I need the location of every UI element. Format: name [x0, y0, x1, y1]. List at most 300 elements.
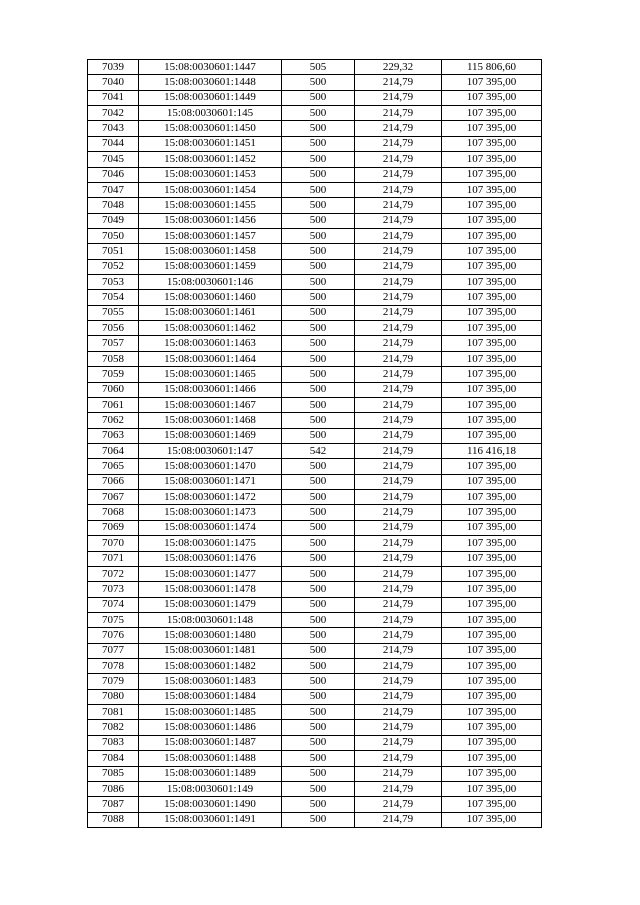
row-number-cell: 7050: [88, 228, 139, 243]
row-number-cell: 7086: [88, 781, 139, 796]
row-number-cell: 7074: [88, 597, 139, 612]
table-row: [88, 689, 542, 704]
cadastral-number-cell: 15:08:0030601:1479: [139, 597, 282, 612]
table-row: [88, 397, 542, 412]
rate-cell: 214,79: [355, 321, 442, 336]
row-number-cell: 7040: [88, 75, 139, 90]
area-cell: 500: [282, 643, 355, 658]
row-number-cell: 7049: [88, 213, 139, 228]
rate-cell: 214,79: [355, 198, 442, 213]
rate-cell: 214,79: [355, 735, 442, 750]
rate-cell: 214,79: [355, 659, 442, 674]
table-row: [88, 182, 542, 197]
cadastral-number-cell: 15:08:0030601:1452: [139, 152, 282, 167]
cadastral-number-cell: 15:08:0030601:1451: [139, 136, 282, 151]
row-number-cell: 7070: [88, 536, 139, 551]
table-row: [88, 797, 542, 812]
table-row: [88, 60, 542, 75]
rate-cell: 214,79: [355, 520, 442, 535]
rate-cell: 214,79: [355, 643, 442, 658]
cadastral-number-cell: 15:08:0030601:1454: [139, 182, 282, 197]
cadastral-number-cell: 15:08:0030601:1490: [139, 797, 282, 812]
table-row: [88, 336, 542, 351]
table-row: [88, 812, 542, 827]
area-cell: 500: [282, 612, 355, 627]
value-cell: 107 395,00: [442, 628, 542, 643]
table-row: [88, 705, 542, 720]
area-cell: 500: [282, 413, 355, 428]
table-row: [88, 536, 542, 551]
area-cell: 500: [282, 213, 355, 228]
value-cell: 107 395,00: [442, 198, 542, 213]
cadastral-number-cell: 15:08:0030601:1482: [139, 659, 282, 674]
cadastral-number-cell: 15:08:0030601:1458: [139, 244, 282, 259]
value-cell: 107 395,00: [442, 259, 542, 274]
area-cell: 500: [282, 551, 355, 566]
table-row: [88, 582, 542, 597]
value-cell: 107 395,00: [442, 290, 542, 305]
cadastral-number-cell: 15:08:0030601:1448: [139, 75, 282, 90]
rate-cell: 214,79: [355, 244, 442, 259]
row-number-cell: 7085: [88, 766, 139, 781]
row-number-cell: 7046: [88, 167, 139, 182]
value-cell: 107 395,00: [442, 305, 542, 320]
rate-cell: 214,79: [355, 628, 442, 643]
area-cell: 500: [282, 490, 355, 505]
value-cell: 107 395,00: [442, 566, 542, 581]
table-row: [88, 597, 542, 612]
cadastral-number-cell: 15:08:0030601:1463: [139, 336, 282, 351]
rate-cell: 214,79: [355, 305, 442, 320]
row-number-cell: 7077: [88, 643, 139, 658]
table-row: [88, 443, 542, 458]
rate-cell: 214,79: [355, 551, 442, 566]
row-number-cell: 7065: [88, 459, 139, 474]
rate-cell: 214,79: [355, 259, 442, 274]
table-row: [88, 459, 542, 474]
row-number-cell: 7039: [88, 60, 139, 75]
rate-cell: 214,79: [355, 182, 442, 197]
area-cell: 500: [282, 397, 355, 412]
row-number-cell: 7041: [88, 90, 139, 105]
value-cell: 107 395,00: [442, 720, 542, 735]
value-cell: 107 395,00: [442, 781, 542, 796]
cadastral-number-cell: 15:08:0030601:1489: [139, 766, 282, 781]
rate-cell: 214,79: [355, 751, 442, 766]
table-row: [88, 505, 542, 520]
row-number-cell: 7080: [88, 689, 139, 704]
table-row: [88, 628, 542, 643]
row-number-cell: 7057: [88, 336, 139, 351]
cadastral-number-cell: 15:08:0030601:1488: [139, 751, 282, 766]
area-cell: 500: [282, 781, 355, 796]
cadastral-number-cell: 15:08:0030601:1468: [139, 413, 282, 428]
cadastral-number-cell: 15:08:0030601:1480: [139, 628, 282, 643]
value-cell: 107 395,00: [442, 505, 542, 520]
area-cell: 500: [282, 75, 355, 90]
value-cell: 107 395,00: [442, 167, 542, 182]
area-cell: 500: [282, 182, 355, 197]
value-cell: 107 395,00: [442, 90, 542, 105]
row-number-cell: 7042: [88, 106, 139, 121]
area-cell: 500: [282, 136, 355, 151]
cadastral-number-cell: 15:08:0030601:1469: [139, 428, 282, 443]
table-row: [88, 275, 542, 290]
value-cell: 107 395,00: [442, 336, 542, 351]
table-row: [88, 551, 542, 566]
cadastral-number-cell: 15:08:0030601:145: [139, 106, 282, 121]
area-cell: 500: [282, 505, 355, 520]
cadastral-number-cell: 15:08:0030601:147: [139, 443, 282, 458]
value-cell: 107 395,00: [442, 413, 542, 428]
table-row: [88, 198, 542, 213]
area-cell: 500: [282, 659, 355, 674]
row-number-cell: 7073: [88, 582, 139, 597]
row-number-cell: 7069: [88, 520, 139, 535]
row-number-cell: 7052: [88, 259, 139, 274]
area-cell: 500: [282, 121, 355, 136]
cadastral-number-cell: 15:08:0030601:1459: [139, 259, 282, 274]
rate-cell: 214,79: [355, 582, 442, 597]
table-row: [88, 490, 542, 505]
cadastral-number-cell: 15:08:0030601:1477: [139, 566, 282, 581]
rate-cell: 214,79: [355, 797, 442, 812]
rate-cell: 214,79: [355, 490, 442, 505]
area-cell: 500: [282, 244, 355, 259]
rate-cell: 214,79: [355, 336, 442, 351]
rate-cell: 214,79: [355, 136, 442, 151]
area-cell: 500: [282, 336, 355, 351]
table-row: [88, 367, 542, 382]
rate-cell: 214,79: [355, 674, 442, 689]
area-cell: 500: [282, 106, 355, 121]
rate-cell: 214,79: [355, 597, 442, 612]
value-cell: 107 395,00: [442, 812, 542, 827]
area-cell: 500: [282, 382, 355, 397]
area-cell: 500: [282, 459, 355, 474]
cadastral-number-cell: 15:08:0030601:1485: [139, 705, 282, 720]
value-cell: 107 395,00: [442, 459, 542, 474]
rate-cell: 214,79: [355, 428, 442, 443]
value-cell: 107 395,00: [442, 213, 542, 228]
cadastral-number-cell: 15:08:0030601:1456: [139, 213, 282, 228]
value-cell: 107 395,00: [442, 490, 542, 505]
value-cell: 107 395,00: [442, 674, 542, 689]
value-cell: 107 395,00: [442, 551, 542, 566]
row-number-cell: 7061: [88, 397, 139, 412]
cadastral-number-cell: 15:08:0030601:1472: [139, 490, 282, 505]
row-number-cell: 7054: [88, 290, 139, 305]
row-number-cell: 7083: [88, 735, 139, 750]
area-cell: 500: [282, 751, 355, 766]
value-cell: 107 395,00: [442, 275, 542, 290]
value-cell: 107 395,00: [442, 659, 542, 674]
row-number-cell: 7075: [88, 612, 139, 627]
row-number-cell: 7053: [88, 275, 139, 290]
table-row: [88, 213, 542, 228]
area-cell: 505: [282, 60, 355, 75]
value-cell: 107 395,00: [442, 136, 542, 151]
row-number-cell: 7078: [88, 659, 139, 674]
value-cell: 107 395,00: [442, 397, 542, 412]
value-cell: 107 395,00: [442, 735, 542, 750]
row-number-cell: 7043: [88, 121, 139, 136]
rate-cell: 214,79: [355, 612, 442, 627]
cadastral-number-cell: 15:08:0030601:1466: [139, 382, 282, 397]
table-row: [88, 136, 542, 151]
cadastral-number-cell: 15:08:0030601:1470: [139, 459, 282, 474]
area-cell: 500: [282, 367, 355, 382]
cadastral-number-cell: 15:08:0030601:1460: [139, 290, 282, 305]
rate-cell: 214,79: [355, 152, 442, 167]
value-cell: 107 395,00: [442, 75, 542, 90]
row-number-cell: 7067: [88, 490, 139, 505]
row-number-cell: 7064: [88, 443, 139, 458]
area-cell: 500: [282, 705, 355, 720]
table-row: [88, 674, 542, 689]
row-number-cell: 7062: [88, 413, 139, 428]
row-number-cell: 7045: [88, 152, 139, 167]
rate-cell: 214,79: [355, 382, 442, 397]
cadastral-number-cell: 15:08:0030601:1453: [139, 167, 282, 182]
rate-cell: 214,79: [355, 536, 442, 551]
value-cell: 107 395,00: [442, 612, 542, 627]
row-number-cell: 7048: [88, 198, 139, 213]
table-row: [88, 566, 542, 581]
value-cell: 107 395,00: [442, 797, 542, 812]
value-cell: 116 416,18: [442, 443, 542, 458]
table-row: [88, 305, 542, 320]
table-row: [88, 520, 542, 535]
area-cell: 500: [282, 351, 355, 366]
cadastral-number-cell: 15:08:0030601:1484: [139, 689, 282, 704]
row-number-cell: 7058: [88, 351, 139, 366]
row-number-cell: 7059: [88, 367, 139, 382]
area-cell: 500: [282, 689, 355, 704]
value-cell: 107 395,00: [442, 428, 542, 443]
cadastral-number-cell: 15:08:0030601:1487: [139, 735, 282, 750]
row-number-cell: 7084: [88, 751, 139, 766]
area-cell: 500: [282, 597, 355, 612]
rate-cell: 214,79: [355, 812, 442, 827]
row-number-cell: 7081: [88, 705, 139, 720]
table-row: [88, 735, 542, 750]
table-row: [88, 321, 542, 336]
area-cell: 500: [282, 536, 355, 551]
cadastral-number-cell: 15:08:0030601:1473: [139, 505, 282, 520]
value-cell: 107 395,00: [442, 244, 542, 259]
rate-cell: 214,79: [355, 90, 442, 105]
cadastral-number-cell: 15:08:0030601:1455: [139, 198, 282, 213]
value-cell: 107 395,00: [442, 121, 542, 136]
area-cell: 500: [282, 152, 355, 167]
area-cell: 500: [282, 812, 355, 827]
row-number-cell: 7051: [88, 244, 139, 259]
value-cell: 107 395,00: [442, 689, 542, 704]
rate-cell: 214,79: [355, 566, 442, 581]
cadastral-number-cell: 15:08:0030601:1475: [139, 536, 282, 551]
rate-cell: 214,79: [355, 443, 442, 458]
area-cell: 500: [282, 474, 355, 489]
row-number-cell: 7082: [88, 720, 139, 735]
value-cell: 107 395,00: [442, 597, 542, 612]
table-row: [88, 643, 542, 658]
table-row: [88, 382, 542, 397]
rate-cell: 214,79: [355, 275, 442, 290]
area-cell: 500: [282, 228, 355, 243]
table-row: [88, 751, 542, 766]
area-cell: 500: [282, 628, 355, 643]
area-cell: 500: [282, 520, 355, 535]
row-number-cell: 7076: [88, 628, 139, 643]
cadastral-number-cell: 15:08:0030601:1462: [139, 321, 282, 336]
table-row: [88, 152, 542, 167]
area-cell: 500: [282, 766, 355, 781]
table-row: [88, 290, 542, 305]
area-cell: 500: [282, 198, 355, 213]
cadastral-number-cell: 15:08:0030601:1447: [139, 60, 282, 75]
value-cell: 107 395,00: [442, 351, 542, 366]
row-number-cell: 7071: [88, 551, 139, 566]
row-number-cell: 7068: [88, 505, 139, 520]
rate-cell: 214,79: [355, 705, 442, 720]
value-cell: 107 395,00: [442, 751, 542, 766]
table-row: [88, 244, 542, 259]
rate-cell: 214,79: [355, 75, 442, 90]
cadastral-number-cell: 15:08:0030601:1449: [139, 90, 282, 105]
cadastral-number-cell: 15:08:0030601:1461: [139, 305, 282, 320]
value-cell: 107 395,00: [442, 152, 542, 167]
table-body: [88, 60, 542, 828]
area-cell: 500: [282, 797, 355, 812]
table-row: [88, 659, 542, 674]
rate-cell: 214,79: [355, 459, 442, 474]
cadastral-number-cell: 15:08:0030601:1478: [139, 582, 282, 597]
table-row: [88, 106, 542, 121]
rate-cell: 214,79: [355, 106, 442, 121]
value-cell: 115 806,60: [442, 60, 542, 75]
value-cell: 107 395,00: [442, 474, 542, 489]
rate-cell: 214,79: [355, 397, 442, 412]
value-cell: 107 395,00: [442, 182, 542, 197]
table-row: [88, 612, 542, 627]
rate-cell: 214,79: [355, 474, 442, 489]
cadastral-number-cell: 15:08:0030601:1464: [139, 351, 282, 366]
row-number-cell: 7087: [88, 797, 139, 812]
area-cell: 500: [282, 259, 355, 274]
area-cell: 500: [282, 566, 355, 581]
table-row: [88, 428, 542, 443]
cadastral-number-cell: 15:08:0030601:148: [139, 612, 282, 627]
cadastral-number-cell: 15:08:0030601:149: [139, 781, 282, 796]
area-cell: 500: [282, 674, 355, 689]
area-cell: 500: [282, 720, 355, 735]
row-number-cell: 7079: [88, 674, 139, 689]
value-cell: 107 395,00: [442, 520, 542, 535]
rate-cell: 214,79: [355, 689, 442, 704]
value-cell: 107 395,00: [442, 705, 542, 720]
rate-cell: 214,79: [355, 413, 442, 428]
value-cell: 107 395,00: [442, 766, 542, 781]
table-row: [88, 75, 542, 90]
area-cell: 500: [282, 321, 355, 336]
value-cell: 107 395,00: [442, 321, 542, 336]
table-row: [88, 259, 542, 274]
rate-cell: 214,79: [355, 228, 442, 243]
rate-cell: 214,79: [355, 121, 442, 136]
table-row: [88, 781, 542, 796]
area-cell: 500: [282, 275, 355, 290]
value-cell: 107 395,00: [442, 536, 542, 551]
table-row: [88, 167, 542, 182]
rate-cell: 214,79: [355, 781, 442, 796]
table-row: [88, 121, 542, 136]
rate-cell: 214,79: [355, 167, 442, 182]
rate-cell: 214,79: [355, 351, 442, 366]
cadastral-number-cell: 15:08:0030601:1481: [139, 643, 282, 658]
rate-cell: 229,32: [355, 60, 442, 75]
cadastral-number-cell: 15:08:0030601:146: [139, 275, 282, 290]
cadastral-number-cell: 15:08:0030601:1486: [139, 720, 282, 735]
area-cell: 500: [282, 167, 355, 182]
row-number-cell: 7072: [88, 566, 139, 581]
row-number-cell: 7055: [88, 305, 139, 320]
rate-cell: 214,79: [355, 720, 442, 735]
cadastral-number-cell: 15:08:0030601:1450: [139, 121, 282, 136]
value-cell: 107 395,00: [442, 382, 542, 397]
row-number-cell: 7056: [88, 321, 139, 336]
area-cell: 500: [282, 90, 355, 105]
row-number-cell: 7047: [88, 182, 139, 197]
cadastral-number-cell: 15:08:0030601:1457: [139, 228, 282, 243]
table-row: [88, 720, 542, 735]
table-row: [88, 766, 542, 781]
table-row: [88, 413, 542, 428]
area-cell: 500: [282, 305, 355, 320]
table-row: [88, 90, 542, 105]
row-number-cell: 7060: [88, 382, 139, 397]
table-row: [88, 474, 542, 489]
area-cell: 500: [282, 582, 355, 597]
value-cell: 107 395,00: [442, 228, 542, 243]
rate-cell: 214,79: [355, 290, 442, 305]
rate-cell: 214,79: [355, 766, 442, 781]
area-cell: 500: [282, 290, 355, 305]
cadastral-table: [87, 59, 542, 828]
cadastral-number-cell: 15:08:0030601:1465: [139, 367, 282, 382]
cadastral-number-cell: 15:08:0030601:1483: [139, 674, 282, 689]
value-cell: 107 395,00: [442, 367, 542, 382]
area-cell: 542: [282, 443, 355, 458]
area-cell: 500: [282, 428, 355, 443]
rate-cell: 214,79: [355, 213, 442, 228]
rate-cell: 214,79: [355, 367, 442, 382]
cadastral-number-cell: 15:08:0030601:1467: [139, 397, 282, 412]
cadastral-number-cell: 15:08:0030601:1474: [139, 520, 282, 535]
table-row: [88, 351, 542, 366]
value-cell: 107 395,00: [442, 643, 542, 658]
row-number-cell: 7063: [88, 428, 139, 443]
value-cell: 107 395,00: [442, 106, 542, 121]
row-number-cell: 7044: [88, 136, 139, 151]
row-number-cell: 7088: [88, 812, 139, 827]
rate-cell: 214,79: [355, 505, 442, 520]
cadastral-number-cell: 15:08:0030601:1471: [139, 474, 282, 489]
value-cell: 107 395,00: [442, 582, 542, 597]
area-cell: 500: [282, 735, 355, 750]
table-row: [88, 228, 542, 243]
cadastral-number-cell: 15:08:0030601:1476: [139, 551, 282, 566]
